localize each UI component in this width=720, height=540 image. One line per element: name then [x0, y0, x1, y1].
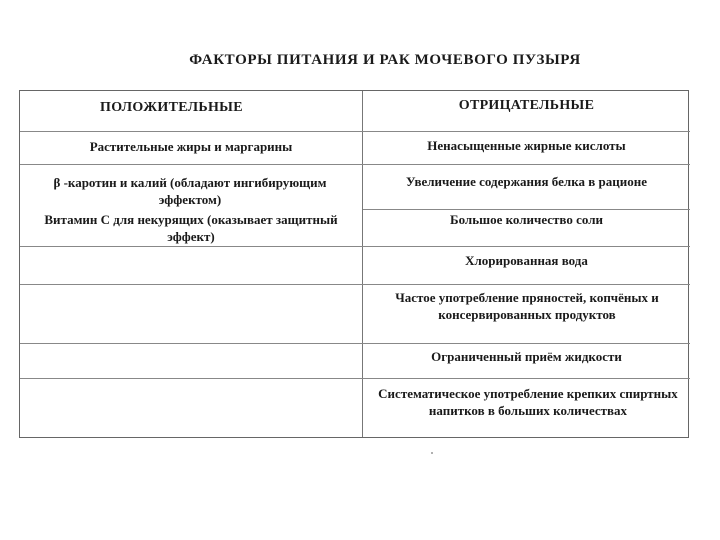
positive-factor: β -каротин и калий (обладают ингибирующим эффектом) [53, 175, 327, 207]
negative-factor: Большое количество соли [450, 212, 603, 227]
negative-factor: Увеличение содержания белка в рационе [406, 174, 647, 189]
row-divider [20, 164, 690, 165]
row-divider [20, 131, 690, 132]
row-divider [20, 246, 690, 247]
negative-factor: Частое употребление пряностей, копчёных и консервированных продуктов [395, 290, 659, 322]
positive-factor: Растительные жиры и маргарины [89, 139, 293, 154]
negative-factor: Хлорированная вода [465, 253, 588, 268]
header-positive: ПОЛОЖИТЕЛЬНЫЕ [100, 100, 243, 115]
negative-factor: Ограниченный приём жидкости [431, 349, 622, 364]
negative-factor: Систематическое употребление крепких спиртных напитков в больших количествах [378, 386, 678, 418]
positive-factor: Витамин С для некурящих (оказывает защитный эффект) [44, 212, 338, 244]
factors-table [19, 90, 689, 438]
negative-factor: Ненасыщенные жирные кислоты [427, 138, 626, 153]
scan-speck [431, 452, 433, 454]
header-negative: ОТРИЦАТЕЛЬНЫЕ [458, 98, 595, 113]
document-title: ФАКТОРЫ ПИТАНИЯ И РАК МОЧЕВОГО ПУЗЫРЯ [189, 52, 581, 68]
row-divider [20, 343, 690, 344]
row-divider [20, 378, 690, 379]
row-divider [20, 284, 690, 285]
row-divider [363, 209, 690, 210]
